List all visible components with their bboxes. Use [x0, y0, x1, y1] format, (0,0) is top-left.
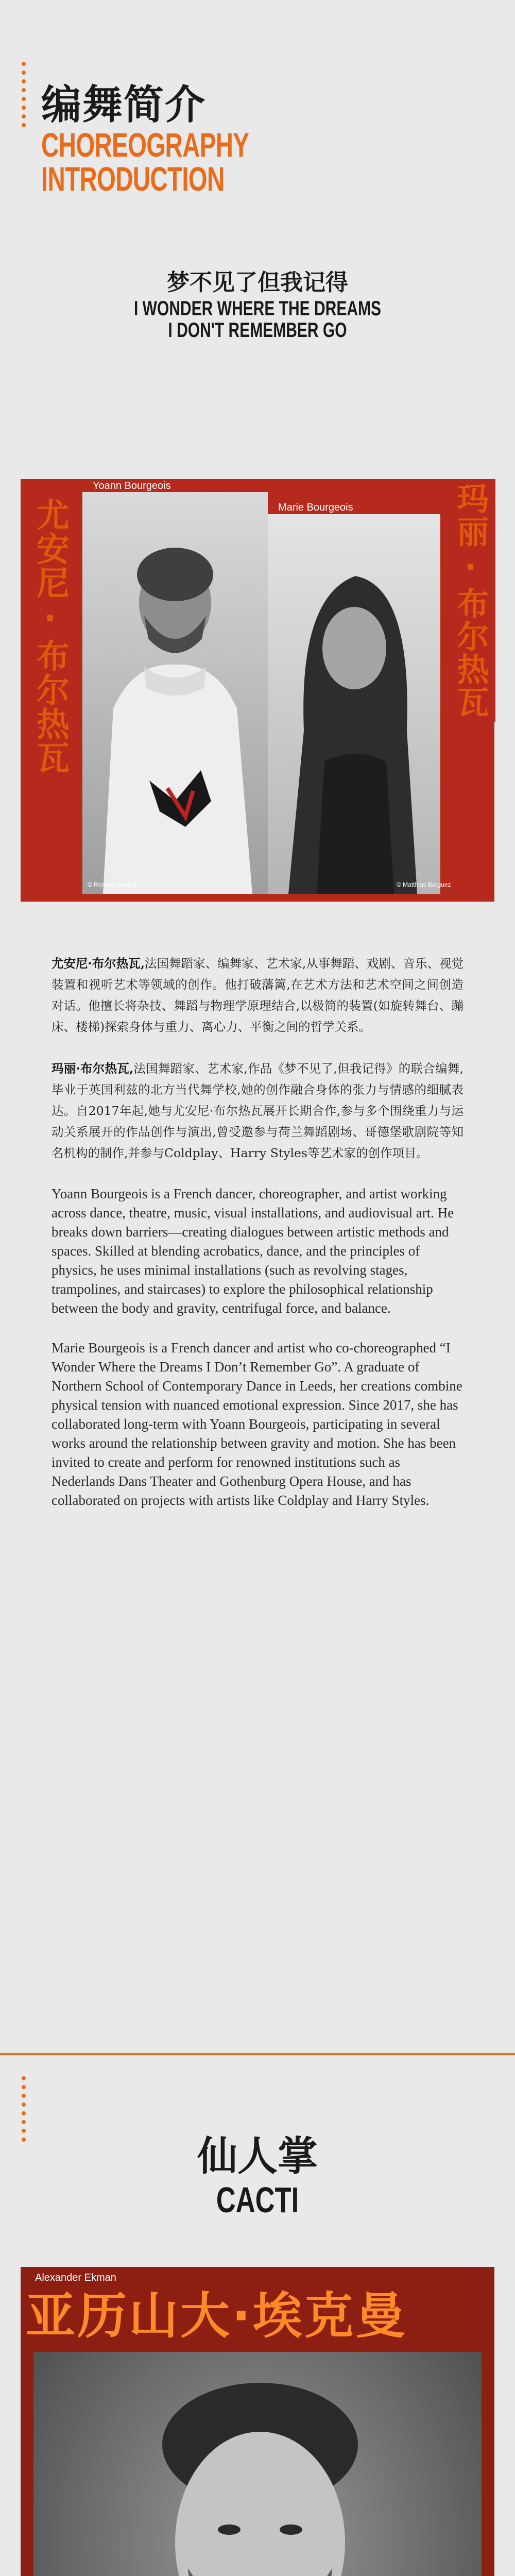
marie-vertical-name: 玛丽·布尔热瓦	[445, 479, 495, 722]
header-title-en	[41, 128, 264, 196]
ekman-name-zh: 亚历山大·埃克曼	[26, 2287, 407, 2345]
ekman-label: Alexander Ekman	[35, 2272, 116, 2283]
header-title-en-line1: CHOREOGRAPHY	[41, 126, 249, 164]
ekman-photo	[33, 2352, 482, 2576]
ekman-portrait-image	[33, 2352, 482, 2576]
marie-bio-zh-body: 法国舞蹈家、艺术家,作品《梦不见了,但我记得》的联合编舞,毕业于英国利兹的北方当代舞学校,她的创作融合身体的张力与情感的细腻表达。自2017年起,她与尤安尼·布尔热瓦展开长期合作,参与多个围绕重力与运动关系展开的作品创作与演出,曾受邀参与荷兰舞蹈剧场、哥德堡歌剧院等知名机构的制作,并参与Coldplay、Harry Styles等艺术家的创作项目。	[52, 1061, 464, 1160]
header-title-zh: 编舞简介	[41, 82, 207, 128]
marie-bio-zh	[52, 1058, 464, 1164]
marie-photo-credit: © Matthias Barguez	[397, 881, 451, 888]
work2-title-zh: 仙人掌	[197, 2133, 318, 2180]
marie-label: Marie Bourgeois	[278, 502, 353, 513]
marie-photo	[268, 514, 440, 894]
yoann-label: Yoann Bourgeois	[93, 480, 171, 492]
section-header	[41, 82, 350, 196]
yoann-photo	[82, 492, 268, 894]
work1-photo-frame	[21, 479, 494, 902]
work2-title	[0, 2133, 515, 2219]
work1-title-en-line2: I DON'T REMEMBER GO	[168, 319, 347, 342]
section-divider	[0, 2053, 515, 2055]
work2-title-en: CACTI	[216, 2180, 299, 2220]
yoann-portrait-image	[82, 492, 268, 894]
yoann-vertical-name: 尤安尼·布尔热瓦	[23, 495, 77, 778]
work2-photo-frame	[21, 2267, 494, 2576]
yoann-bio-en: Yoann Bourgeois is a French dancer, choreographer, and artist working across dance, theatre, music, visual installations, and audiovisual art. He breaks down barriers—creating dialogues between artistic methods and spaces. Skilled at blending acrobatics, dance, and the principles of physics, he uses minimal installations (such as revolving stages, trampolines, and staircases) to explore the philosophical relationship between the body and gravity, centrifugal force, and balance.	[52, 1186, 454, 1316]
yoann-bio-zh	[52, 953, 464, 1038]
yoann-bio-zh-body: 法国舞蹈家、编舞家、艺术家,从事舞蹈、戏剧、音乐、视觉装置和视听艺术等领域的创作。他打破藩篱,在艺术方法和艺术空间之间创造对话。他擅长将杂技、舞蹈与物理学原理结合,以极简的装置(如旋转舞台、蹦床、楼梯)探索身体与重力、离心力、平衡之间的哲学关系。	[52, 956, 464, 1034]
yoann-bio-zh-name: 尤安尼·布尔热瓦,	[52, 956, 145, 971]
work1-title-zh: 梦不见了但我记得	[167, 269, 348, 296]
header-title-en-line2: INTRODUCTION	[41, 160, 225, 198]
work1-title	[0, 268, 515, 341]
marie-portrait-image	[268, 514, 440, 894]
work1-title-en-line1: I WONDER WHERE THE DREAMS	[134, 297, 381, 320]
yoann-photo-credit: © Romain Guilbot	[88, 881, 136, 888]
marie-bio-zh-name: 玛丽·布尔热瓦,	[52, 1061, 134, 1076]
decorative-dots	[22, 62, 29, 132]
marie-bio-en: Marie Bourgeois is a French dancer and artist who co-choreographed “I Wonder Where the Dreams I Don’t Remember Go”. A graduate of Northern School of Contemporary Dance in Leeds, her creations combine physical tension with nuanced emotional expression. Since 2017, she has collaborated long-term with Yoann Bourgeois, participating in several works around the relationship between gravity and motion. She has been invited to create and perform for renowned institutions such as Nederlands Dans Theater and Gothenburg Opera House, and has collaborated on projects with artists like Coldplay and Harry Styles.	[52, 1340, 462, 1508]
work1-bio-text	[52, 953, 464, 1531]
